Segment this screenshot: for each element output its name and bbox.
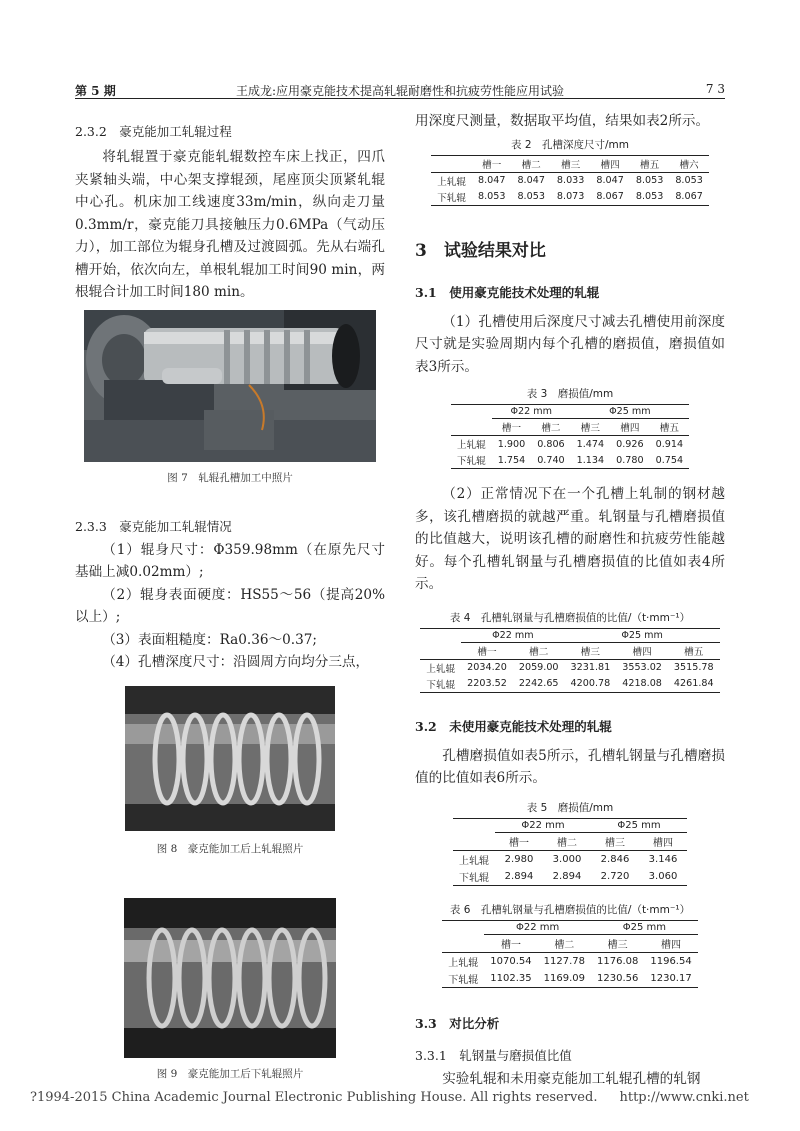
table-cell: 下轧辊 bbox=[437, 192, 466, 204]
item-1-roll-size: （1）辊身尺寸：Φ359.98mm（在原先尺寸基础上减0.02mm）; bbox=[75, 541, 385, 580]
table-row bbox=[453, 868, 687, 886]
section-3-1-para-2: （2）正常情况下在一个孔槽上轧制的钢材越多，该孔槽磨损的就越严重。轧钢量与孔槽磨损值的比值越大，说明该孔槽的耐磨性和抗疲劳性能越好。每个孔槽轧钢量与孔槽磨损值的比值如表4所示。 bbox=[415, 486, 725, 592]
table-cell: 上轧辊 bbox=[456, 440, 486, 451]
table-header: 槽三 bbox=[605, 837, 625, 849]
table-header: 槽一 bbox=[500, 939, 521, 951]
table-cell: 0.926 bbox=[616, 438, 644, 450]
table-cell: 1169.09 bbox=[543, 972, 585, 984]
table-cell: 8.047 bbox=[517, 175, 545, 186]
page-number: 7 3 bbox=[705, 82, 725, 96]
section-3-3-1-para-1: 实验轧辊和未用豪克能加工轧辊孔槽的轧钢 bbox=[442, 1070, 701, 1087]
table-cell: 0.754 bbox=[655, 454, 684, 466]
figure-8-caption: 图 8 豪克能加工后上轧辊照片 bbox=[156, 842, 304, 855]
table-header: 槽二 bbox=[557, 837, 577, 849]
table-header: 槽三 bbox=[561, 159, 581, 171]
item-3-roughness: （3）表面粗糙度：Ra0.36～0.37; bbox=[102, 631, 317, 648]
table-header: 槽五 bbox=[684, 646, 704, 658]
table-cell: 2.846 bbox=[600, 853, 630, 865]
table-6-caption bbox=[415, 902, 725, 917]
table-cell: 1230.56 bbox=[597, 972, 639, 984]
table-group-header: Φ22 mm bbox=[492, 405, 571, 419]
table-4-caption bbox=[415, 610, 725, 625]
table-row bbox=[451, 419, 689, 436]
table-cell: 8.067 bbox=[596, 191, 624, 202]
table-cell: 2242.65 bbox=[518, 678, 559, 689]
table-header: 槽一 bbox=[509, 837, 529, 849]
table-cell: 下轧辊 bbox=[448, 974, 479, 986]
table-header: 槽三 bbox=[580, 423, 600, 434]
table-cell bbox=[451, 405, 492, 419]
section-3-2-para-1: 孔槽磨损值如表5所示，孔槽轧钢量与孔槽磨损值的比值如表6所示。 bbox=[415, 747, 725, 786]
table-cell: 上轧辊 bbox=[459, 855, 489, 867]
figure-7-caption: 图 7 轧辊孔槽加工中照片 bbox=[167, 471, 293, 484]
table-row bbox=[420, 628, 719, 642]
upper-roll-photo bbox=[125, 686, 335, 831]
table-header: 槽五 bbox=[659, 423, 679, 434]
table-row bbox=[431, 189, 709, 206]
table-cell: 8.073 bbox=[556, 191, 585, 202]
table-row bbox=[442, 934, 697, 952]
table-header bbox=[451, 419, 492, 436]
figure-9-caption: 图 9 豪克能加工后下轧辊照片 bbox=[156, 1067, 304, 1080]
page-footer bbox=[30, 1090, 749, 1105]
table-2-label: 表 2 bbox=[510, 138, 532, 151]
table-2 bbox=[415, 137, 725, 206]
table-cell: 8.053 bbox=[635, 175, 664, 186]
table-cell: 0.740 bbox=[537, 454, 565, 466]
table-4-title: 孔槽轧钢量与孔槽磨损值的比值/（t·mm⁻¹） bbox=[480, 611, 691, 624]
table-cell: 1230.17 bbox=[650, 972, 692, 984]
table-4-label: 表 4 bbox=[449, 611, 471, 624]
table-row bbox=[453, 850, 687, 868]
table-3-grid bbox=[451, 404, 689, 469]
table-cell: 1070.54 bbox=[490, 955, 532, 967]
table-cell: 8.053 bbox=[635, 191, 664, 202]
table-group-header: Φ25 mm bbox=[565, 628, 720, 642]
table-cell: 3553.02 bbox=[622, 662, 662, 673]
item-2-hardness: （2）辊身表面硬度：HS55～56（提高20%以上）; bbox=[75, 586, 385, 625]
table-cell: 1.754 bbox=[497, 454, 526, 466]
table-cell: 3231.81 bbox=[570, 662, 611, 673]
table-cell: 1196.54 bbox=[650, 955, 692, 967]
table-cell: 3.000 bbox=[552, 853, 582, 865]
section-3-title: 3 试验结果对比 bbox=[415, 240, 546, 261]
table-group-header: Φ22 mm bbox=[495, 818, 591, 832]
figure-7-photo bbox=[84, 310, 376, 462]
table-row bbox=[420, 676, 719, 693]
section-3-1-title: 3.1 使用豪克能技术处理的轧辊 bbox=[415, 284, 600, 300]
table-cell: 1.900 bbox=[497, 438, 526, 450]
table-header: 槽四 bbox=[632, 646, 652, 658]
table-cell: 1127.78 bbox=[543, 955, 585, 967]
table-row bbox=[453, 818, 687, 832]
table-header bbox=[453, 832, 495, 850]
table-cell bbox=[420, 628, 461, 642]
table-cell: 3.146 bbox=[648, 853, 678, 865]
table-header: 槽四 bbox=[620, 423, 640, 434]
table-row bbox=[420, 642, 719, 659]
table-header: 槽二 bbox=[529, 646, 549, 658]
table-group-header: Φ22 mm bbox=[461, 628, 564, 642]
table-5-title: 磨损值/mm bbox=[557, 801, 614, 814]
table-header: 槽五 bbox=[640, 159, 660, 171]
running-title: 王成龙:应用豪克能技术提高轧辊耐磨性和抗疲劳性能应用试验 bbox=[235, 84, 565, 98]
section-2-3-2-text: 将轧辊置于豪克能轧辊数控车床上找正，四爪夹紧轴头端，中心架支撑辊颈，尾座顶尖顶紧轧辊中心孔。机床加工线速度33m/min，纵向走刀量0.3mm/r，豪克能刀具接触压力0.6MPa（气动压力），加工部位为辊身孔槽及过渡圆弧。先从右端孔槽开始，依次向左，单根轧辊加工时间90 min，两根辊合计加工时间180 min。 bbox=[75, 149, 385, 300]
table-header: 槽二 bbox=[554, 939, 575, 951]
table-cell: 2.980 bbox=[504, 853, 534, 865]
table-3-label: 表 3 bbox=[526, 388, 548, 400]
table-3-caption bbox=[415, 386, 725, 401]
section-3-1-para-1: （1）孔槽使用后深度尺寸减去孔槽使用前深度尺寸就是实验周期内每个孔槽的磨损值，磨损值如表3所示。 bbox=[415, 313, 725, 375]
table-cell: 上轧辊 bbox=[426, 663, 456, 675]
table-cell: 8.047 bbox=[477, 175, 506, 186]
figure-9-photo bbox=[124, 898, 336, 1058]
table-cell: 4200.78 bbox=[570, 678, 611, 689]
table-group-header: Φ25 mm bbox=[591, 920, 698, 934]
table-cell bbox=[453, 818, 495, 832]
lower-roll-photo bbox=[124, 898, 336, 1058]
table-header: 槽二 bbox=[521, 159, 541, 171]
copyright-notice: ?1994-2015 China Academic Journal Electronic Publishing House. All rights reserved. bbox=[30, 1090, 598, 1105]
section-2-3-2-title: 2.3.2 豪克能加工轧辊过程 bbox=[75, 124, 232, 139]
table-row bbox=[431, 172, 709, 189]
section-3-3-1-title: 3.3.1 轧钢量与磨损值比值 bbox=[415, 1047, 572, 1063]
right-column bbox=[415, 110, 725, 1090]
table-header: 槽一 bbox=[501, 423, 522, 434]
table-header bbox=[442, 934, 484, 952]
table-4-grid bbox=[420, 628, 719, 693]
table-cell: 1.474 bbox=[576, 438, 605, 450]
table-cell: 2.894 bbox=[504, 870, 534, 882]
table-cell: 2203.52 bbox=[467, 678, 507, 689]
table-cell: 8.053 bbox=[675, 175, 703, 186]
table-cell: 8.067 bbox=[675, 191, 703, 202]
table-cell: 2059.00 bbox=[518, 662, 559, 673]
table-6 bbox=[415, 902, 725, 988]
table-header: 槽一 bbox=[477, 646, 497, 658]
table-row bbox=[451, 452, 689, 469]
table-2-title: 孔槽深度尺寸/mm bbox=[542, 138, 630, 151]
table-cell: 8.047 bbox=[596, 175, 624, 186]
table-header: 槽四 bbox=[653, 837, 673, 849]
lathe-machining-photo bbox=[84, 310, 376, 462]
continued-text: 用深度尺测量，数据取平均值，结果如表2所示。 bbox=[415, 113, 710, 129]
table-cell: 1176.08 bbox=[597, 955, 639, 967]
table-row bbox=[453, 832, 687, 850]
table-5-grid bbox=[453, 818, 687, 886]
table-cell: 1.134 bbox=[576, 454, 605, 466]
item-4-groove-depth: （4）孔槽深度尺寸：沿圆周方向均分三点， bbox=[102, 654, 370, 670]
table-row bbox=[451, 405, 689, 419]
table-cell: 2.894 bbox=[552, 870, 582, 882]
table-header: 槽四 bbox=[600, 159, 620, 171]
table-cell: 上轧辊 bbox=[437, 176, 466, 188]
table-3-title: 磨损值/mm bbox=[557, 388, 614, 400]
table-2-grid bbox=[431, 155, 709, 206]
table-cell: 2.720 bbox=[600, 870, 630, 882]
table-row bbox=[431, 155, 709, 172]
table-cell: 8.053 bbox=[517, 191, 545, 202]
table-header: 槽三 bbox=[580, 646, 600, 658]
table-header bbox=[431, 155, 472, 172]
table-4 bbox=[415, 610, 725, 693]
table-5-caption bbox=[415, 800, 725, 815]
table-header: 槽六 bbox=[679, 159, 699, 171]
table-6-label: 表 6 bbox=[449, 903, 471, 916]
header-rule bbox=[75, 98, 725, 99]
table-cell: 下轧辊 bbox=[459, 872, 489, 884]
table-group-header: Φ22 mm bbox=[484, 920, 591, 934]
figure-8-photo bbox=[125, 686, 335, 831]
table-cell: 上轧辊 bbox=[448, 957, 479, 969]
table-2-caption bbox=[415, 137, 725, 152]
table-cell: 0.780 bbox=[616, 454, 644, 466]
table-group-header: Φ25 mm bbox=[591, 818, 687, 832]
table-header: 槽一 bbox=[482, 159, 502, 171]
table-header: 槽三 bbox=[607, 939, 628, 951]
table-cell: 8.053 bbox=[477, 191, 506, 202]
table-row bbox=[442, 970, 697, 988]
table-header: 槽二 bbox=[541, 423, 561, 434]
table-row bbox=[451, 436, 689, 453]
section-3-3-title: 3.3 对比分析 bbox=[415, 1015, 500, 1031]
table-6-grid bbox=[442, 920, 697, 988]
table-row bbox=[420, 659, 719, 676]
table-cell: 8.033 bbox=[556, 175, 585, 186]
table-row bbox=[442, 920, 697, 934]
table-cell: 2034.20 bbox=[467, 662, 507, 673]
table-group-header: Φ25 mm bbox=[571, 405, 689, 419]
table-3 bbox=[415, 386, 725, 469]
left-column bbox=[75, 110, 385, 1081]
table-cell: 0.806 bbox=[537, 438, 565, 450]
table-cell: 3.060 bbox=[648, 870, 678, 882]
footer-url: http://www.cnki.net bbox=[619, 1090, 749, 1105]
issue-number: 第 5 期 bbox=[75, 84, 116, 98]
table-row bbox=[442, 952, 697, 970]
table-cell: 3515.78 bbox=[673, 662, 714, 673]
table-6-title: 孔槽轧钢量与孔槽磨损值的比值/（t·mm⁻¹） bbox=[480, 903, 691, 916]
table-cell bbox=[442, 920, 484, 934]
table-cell: 下轧辊 bbox=[456, 456, 486, 467]
section-2-3-3-title: 2.3.3 豪克能加工轧辊情况 bbox=[75, 518, 232, 534]
table-5-label: 表 5 bbox=[526, 801, 548, 814]
section-3-2-title: 3.2 未使用豪克能技术处理的轧辊 bbox=[415, 718, 612, 734]
table-cell: 4261.84 bbox=[673, 678, 714, 689]
table-5 bbox=[415, 800, 725, 886]
table-header: 槽四 bbox=[661, 939, 682, 951]
table-cell: 下轧辊 bbox=[426, 679, 456, 691]
table-cell: 1102.35 bbox=[490, 972, 532, 984]
table-header bbox=[420, 642, 461, 659]
table-cell: 0.914 bbox=[655, 438, 684, 450]
table-cell: 4218.08 bbox=[622, 678, 662, 689]
